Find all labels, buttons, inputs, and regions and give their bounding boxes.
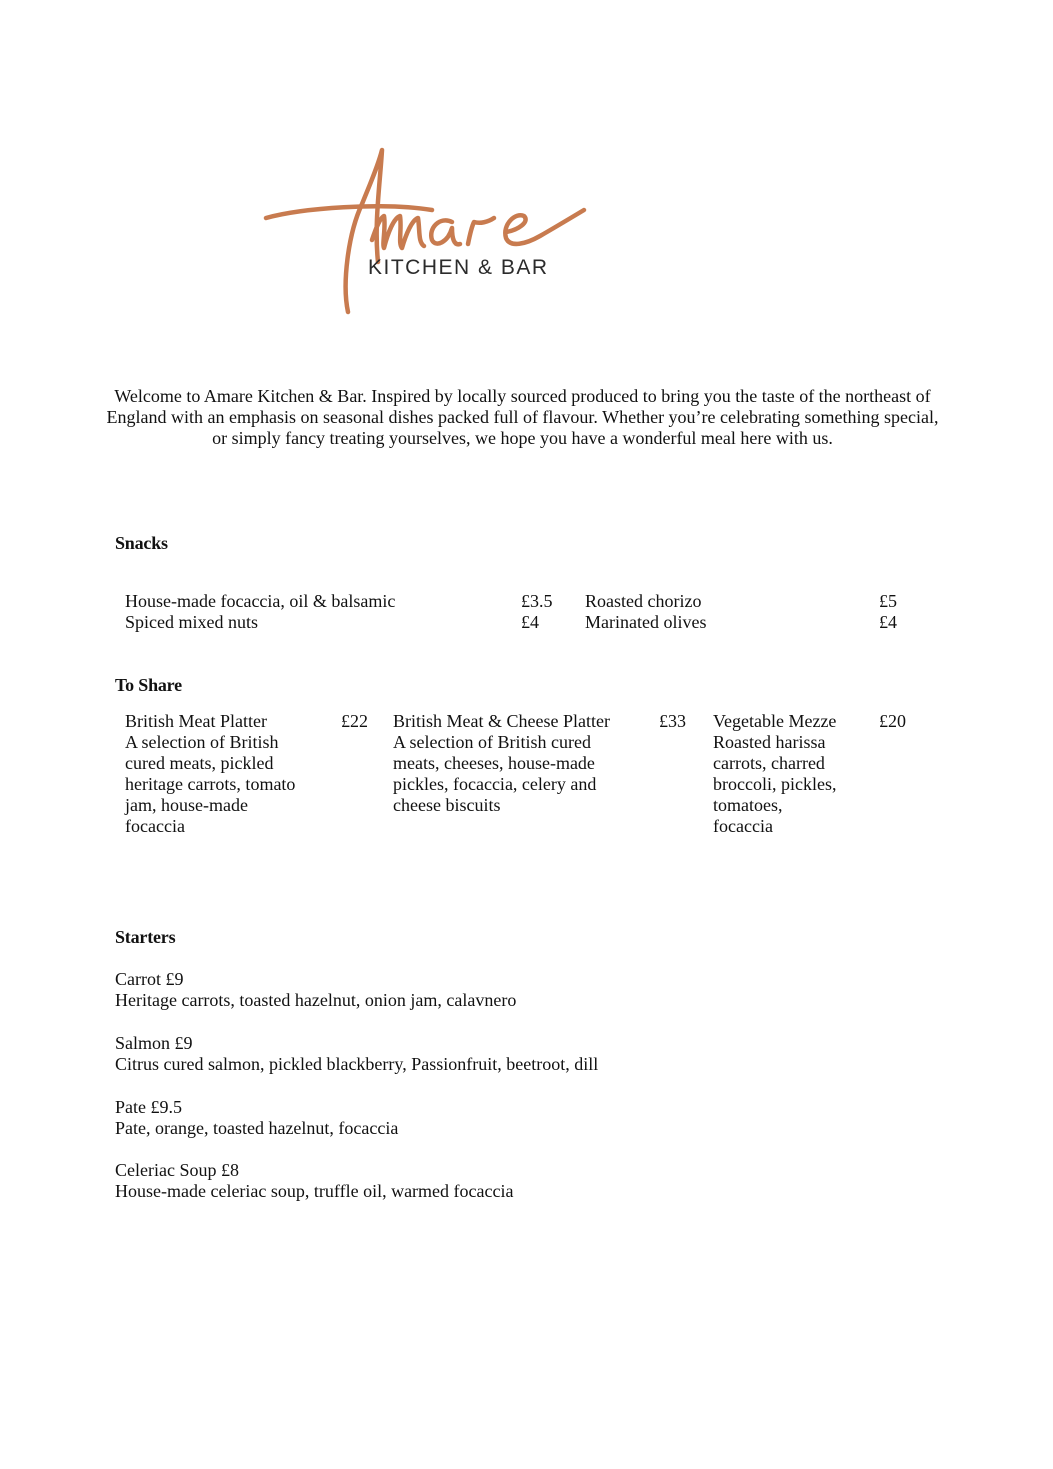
menu-item-description: Roasted harissa carrots, charred broccoli, pickles, tomatoes, focaccia — [713, 732, 837, 836]
menu-item-price: £20 — [879, 711, 906, 731]
menu-item-price: £3.5 — [521, 591, 553, 611]
amare-logo-mark — [262, 144, 592, 320]
menu-item-name: Spiced mixed nuts — [125, 612, 258, 632]
share-item-header — [713, 711, 933, 732]
share-item — [125, 711, 375, 837]
menu-item-name: House-made focaccia, oil & balsamic — [125, 591, 396, 611]
starter-title: Carrot £9 — [115, 969, 184, 989]
menu-item-name: Marinated olives — [585, 612, 707, 632]
menu-item-description: A selection of British cured meats, cheeses, house-made pickles, focaccia, celery and cheese biscuits — [393, 732, 597, 815]
starter-title: Salmon £9 — [115, 1033, 193, 1053]
menu-item-price: £4 — [879, 612, 897, 632]
section-heading-snacks: Snacks — [115, 533, 168, 553]
section-heading-starters: Starters — [115, 927, 176, 947]
menu-item-price: £33 — [659, 711, 686, 731]
menu-item-price: £5 — [879, 591, 897, 611]
starter-title: Celeriac Soup £8 — [115, 1160, 239, 1180]
menu-item-name: British Meat Platter — [125, 711, 267, 731]
share-item — [713, 711, 933, 837]
section-heading-to-share: To Share — [115, 675, 182, 695]
menu-item — [125, 612, 585, 633]
snacks-left-column — [125, 591, 585, 633]
menu-item — [585, 612, 915, 633]
starter-item — [115, 1097, 915, 1139]
starter-description: Citrus cured salmon, pickled blackberry, Passionfruit, beetroot, dill — [115, 1054, 599, 1074]
menu-item-name: Vegetable Mezze — [713, 711, 837, 731]
share-item-header — [393, 711, 693, 732]
starter-item — [115, 1160, 915, 1202]
snacks-right-column — [585, 591, 915, 633]
starter-description: Heritage carrots, toasted hazelnut, onion jam, calavnero — [115, 990, 517, 1010]
menu-item — [585, 591, 915, 612]
starter-item — [115, 1033, 915, 1075]
starter-description: Pate, orange, toasted hazelnut, focaccia — [115, 1118, 399, 1138]
menu-item — [125, 591, 585, 612]
starter-description: House-made celeriac soup, truffle oil, warmed focaccia — [115, 1181, 514, 1201]
share-item-header — [125, 711, 375, 732]
menu-item-name: British Meat & Cheese Platter — [393, 711, 610, 731]
starter-title: Pate £9.5 — [115, 1097, 182, 1117]
intro-paragraph: Welcome to Amare Kitchen & Bar. Inspired by locally sourced produced to bring you the taste of the northeast of England with an emphasis on seasonal dishes packed full of flavour. Whether you’re celebrating something special, or simply fancy treating yourselves, we hope you have a wonderful meal here with us. — [106, 386, 939, 448]
starter-item — [115, 969, 915, 1011]
share-item — [393, 711, 693, 816]
brand-tagline: KITCHEN & BAR — [368, 256, 549, 279]
menu-item-price: £4 — [521, 612, 539, 632]
menu-item-price: £22 — [341, 711, 368, 731]
brand-logo — [262, 144, 592, 320]
menu-item-name: Roasted chorizo — [585, 591, 702, 611]
menu-item-description: A selection of British cured meats, pickled heritage carrots, tomato jam, house-made focaccia — [125, 732, 296, 836]
